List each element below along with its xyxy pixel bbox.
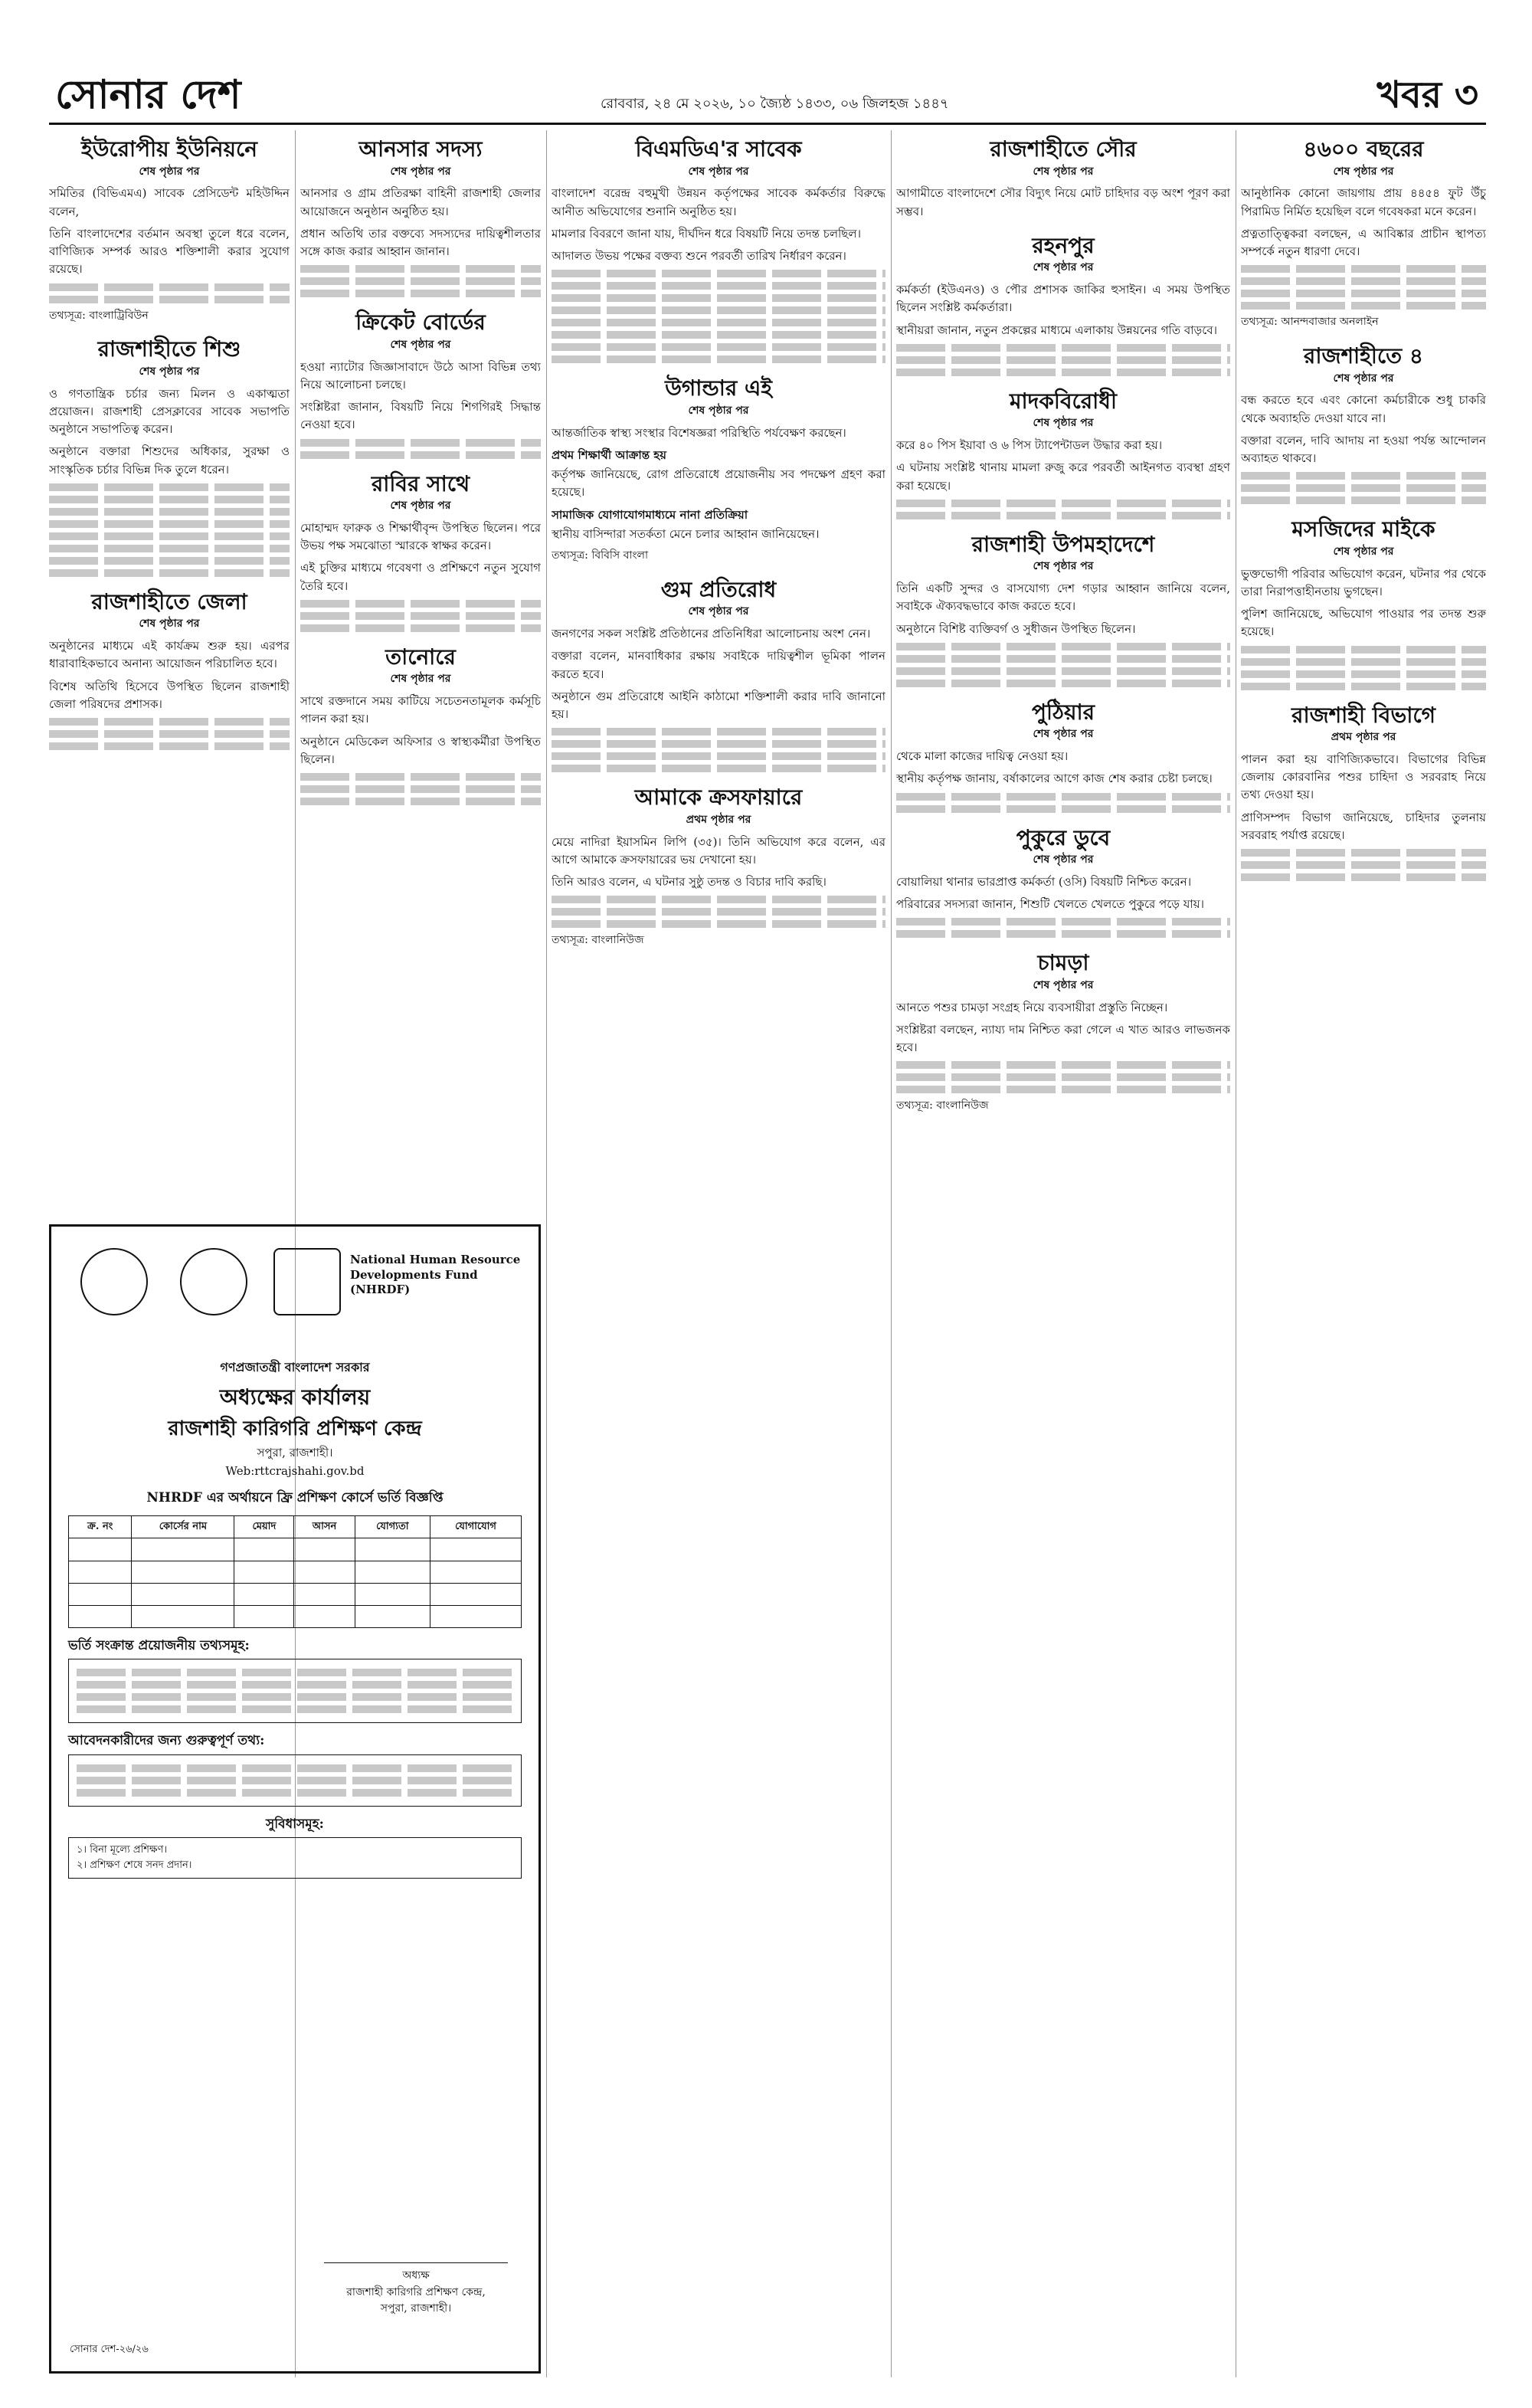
continued-note: শেষ পৃষ্ঠার পর [1333,545,1394,558]
story-rajshahi4 [1241,343,1486,504]
continued-note: শেষ পৃষ্ঠার পর [1033,853,1094,867]
story-rohonpur [896,233,1230,376]
subheading: প্রথম শিক্ষার্থী আক্রান্ত হয় [552,447,667,462]
story-chamra [896,950,1230,1115]
story-ansar [300,136,541,297]
continued-note: শেষ পৃষ্ঠার পর [1033,417,1094,430]
story-upomohadesh [896,532,1230,687]
story-bmda [552,136,885,363]
continued-note: শেষ পৃষ্ঠার পর [688,605,749,618]
story-uganda [552,375,885,564]
headline: তানোরে [385,644,456,670]
story-body: তিনি আরও বলেন, এ ঘটনার সুষ্ঠু তদন্ত ও বিচার দাবি করছি। [552,875,827,889]
admission-advertisement [49,1224,541,2374]
ad-header [68,1358,522,1480]
issue-date: রোববার, ২৪ মে ২০২৬, ১০ জ্যৈষ্ঠ ১৪৩৩, ০৬ জিলহজ ১৪৪৭ [601,96,949,112]
continued-note: শেষ পৃষ্ঠার পর [139,618,200,631]
headline: পুঠিয়ার [1032,699,1095,725]
source-line: তথ্যসূত্র: বাংলাট্রিবিউন [49,309,149,322]
course-table [68,1515,522,1628]
story-body: বক্তারা বলেন, মানবাধিকার রক্ষায় সবাইকে দায়িত্বশীল ভূমিকা পালন করতে হবে। [552,649,885,681]
story-madok [896,388,1230,519]
story-puthia [896,699,1230,813]
facility-item: ১। বিনা মূল্যে প্রশিক্ষণ। [77,1844,168,1856]
source-line: তথ্যসূত্র: বাংলানিউজ [896,1099,989,1112]
headline: রাজশাহীতে শিশু [97,336,241,362]
newspaper-name: সোনার দেশ [55,71,241,118]
ad-reference: সোনার দেশ-২৬/২৬ [70,2343,149,2355]
government-seal-icon [80,1248,148,1315]
headline: ক্রিকেট বোর্ডের [355,310,486,336]
story-eu [49,136,290,324]
column-rule [891,130,892,2377]
story-body: প্রধান অতিথি তার বক্তব্যে সদস্যদের দায়িত্বশীলতার সঙ্গে কাজ করার আহ্বান জানান। [300,226,541,259]
headline: রাজশাহীতে ৪ [1303,342,1424,369]
story-body: কর্তৃপক্ষ জানিয়েছে, রোগ প্রতিরোধে প্রয়োজনীয় সব পদক্ষেপ গ্রহণ করা হয়েছে। [552,467,885,500]
headline: আনসার সদস্য [358,136,483,162]
table-row [69,1583,522,1605]
signatory-office: রাজশাহী কারিগরি প্রশিক্ষণ কেন্দ্র, [346,2285,486,2298]
headline: রাজশাহী উপমহাদেশে [971,531,1155,557]
headline: গুম প্রতিরোধ [660,576,777,602]
facilities-title: সুবিধাসমূহ: [266,1816,324,1832]
headline: রাজশাহীতে জেলা [91,588,247,614]
signatory-title: অধ্যক্ষ [402,2269,430,2282]
continued-note: শেষ পৃষ্ঠার পর [1333,372,1394,385]
story-body: জনগণের সকল সংশ্লিষ্ট প্রতিষ্ঠানের প্রতিনিধিরা আলোচনায় অংশ নেন। [552,627,871,641]
column-header: যোগাযোগ [430,1516,522,1538]
source-line: তথ্যসূত্র: বাংলানিউজ [552,934,644,947]
continued-note: শেষ পৃষ্ঠার পর [390,338,451,351]
table-row [69,1538,522,1561]
story-crossfire [552,785,885,949]
story-sishu [49,336,290,577]
masthead [49,70,1486,125]
headline: উগান্ডার এই [665,375,772,401]
continued-note: শেষ পৃষ্ঠার পর [1033,560,1094,573]
headline: রাজশাহী বিভাগে [1291,702,1435,728]
facilities-box [68,1837,522,1879]
headline: রাবির সাথে [371,470,470,496]
first-page-note: প্রথম পৃষ্ঠার পর [686,813,751,826]
story-body: আনতে পশুর চামড়া সংগ্রহ নিয়ে ব্যবসায়ীরা প্রস্তুতি নিচ্ছেন। [896,1000,1168,1014]
column-3 [552,130,885,2377]
column-header: মেয়াদ [234,1516,294,1538]
signature-image-icon [324,2232,508,2263]
story-body: এই চুক্তির মাধ্যমে গবেষণা ও প্রশিক্ষণে নতুন সুযোগ তৈরি হবে। [300,561,541,593]
story-year4600 [1241,136,1486,331]
continued-note: শেষ পৃষ্ঠার পর [390,673,451,686]
story-sour [896,136,1230,221]
section-name: খবর ৩ [1377,74,1478,116]
story-body: প্রাণিসম্পদ বিভাগ জানিয়েছে, চাহিদার তুলনায় সরবরাহ পর্যাপ্ত রয়েছে। [1241,810,1486,842]
story-body: কর্মকর্তা (ইউএনও) ও পৌর প্রশাসক জাকির হুসাইন। এ সময় উপস্থিত ছিলেন সংশ্লিষ্ট কর্মকর্তারা। [896,283,1230,315]
story-rabi [300,471,541,632]
column-header: ক্র. নং [69,1516,132,1538]
headline: বিএমডিএ'র সাবেক [635,136,802,162]
notice-title: NHRDF এর অর্থায়নে ফ্রি প্রশিক্ষণ কোর্সে ভর্তি বিজ্ঞপ্তি [146,1489,444,1505]
headline: ইউরোপীয় ইউনিয়নে [81,136,257,162]
story-pukur [896,825,1230,939]
headline: রহনপুর [1032,232,1095,258]
story-body: মেয়ে নাদিরা ইয়াসমিন লিপি (৩৫)। তিনি অভিযোগ করে বলেন, এর আগে আমাকে ক্রসফায়ারের ভয় দেখানো হয়। [552,834,885,867]
headline: চামড়া [1037,950,1089,976]
applicant-info-title: আবেদনকারীদের জন্য গুরুত্বপূর্ণ তথ্য: [68,1733,265,1749]
story-body: তিনি একটি সুন্দর ও বাসযোগ্য দেশ গড়ার আহ্বান জানিয়ে বলেন, সবাইকে ঐক্যবদ্ধভাবে কাজ করতে হবে। [896,582,1230,614]
table-row [69,1561,522,1583]
story-body: তিনি বাংলাদেশের বর্তমান অবস্থা তুলে ধরে বলেন, বাণিজ্যিক সম্পর্ক আরও শক্তিশালী করার সুযোগ রয়েছে। [49,226,290,277]
story-body: অনুষ্ঠানে বক্তারা শিশুদের অধিকার, সুরক্ষা ও সাংস্কৃতিক চর্চার বিভিন্ন দিক তুলে ধরেন। [49,444,290,477]
story-body: বিশেষ অতিথি হিসেবে উপস্থিত ছিলেন রাজশাহী জেলা পরিষদের প্রশাসক। [49,679,290,711]
continued-note: শেষ পৃষ্ঠার পর [1033,728,1094,741]
column-header: আসন [294,1516,355,1538]
story-cricket [300,310,541,458]
story-body: অনুষ্ঠানে বিশিষ্ট ব্যক্তিবর্গ ও সুধীজন উপস্থিত ছিলেন। [896,621,1136,636]
source-line: তথ্যসূত্র: বিবিসি বাংলা [552,549,648,562]
continued-note: শেষ পৃষ্ঠার পর [1033,261,1094,274]
partner-name: National Human Resource Developments Fund (NHRDF) [350,1253,521,1296]
headline: পুকুরে ডুবে [1016,824,1111,850]
government-name: গণপ্রজাতন্ত্রী বাংলাদেশ সরকার [220,1360,370,1374]
story-body: অনুষ্ঠানের মাধ্যমে এই কার্যক্রম শুরু হয়। এরপর ধারাবাহিকভাবে অনান্য আয়োজন পরিচালিত হবে। [49,639,290,671]
column-header: কোর্সের নাম [132,1516,234,1538]
story-gum [552,577,885,773]
table-header-row [69,1516,522,1538]
story-body: অনুষ্ঠানে গুম প্রতিরোধে আইনি কাঠামো শক্তিশালী করার দাবি জানানো হয়। [552,689,885,722]
story-body: মোহাম্মদ ফারুক ও শিক্ষার্থীবৃন্দ উপস্থিত ছিলেন। পরে উভয় পক্ষ সমঝোতা স্মারকে স্বাক্ষর করেন। [300,520,541,553]
continued-note: শেষ পৃষ্ঠার পর [688,165,749,178]
story-body: সংশ্লিষ্টরা জানান, বিষয়টি নিয়ে শিগগিরই সিদ্ধান্ত নেওয়া হবে। [300,400,541,432]
story-body: আনসার ও গ্রাম প্রতিরক্ষা বাহিনী রাজশাহী জেলার আয়োজনে অনুষ্ঠান অনুষ্ঠিত হয়। [300,186,541,218]
first-page-note: প্রথম পৃষ্ঠার পর [1331,731,1396,744]
story-body: স্থানীয়রা জানান, নতুন প্রকল্পের মাধ্যমে এলাকায় উন্নয়নের গতি বাড়বে। [896,323,1217,337]
website-link[interactable]: Web:rttcrajshahi.gov.bd [225,1463,365,1478]
story-body: প্রত্নতাত্ত্বিকরা বলছেন, এ আবিষ্কার প্রাচীন স্থাপত্য সম্পর্কে নতুন ধারণা দেবে। [1241,226,1486,259]
story-body: হওয়া ন্যাটোর জিজ্ঞাসাবাদে উঠে আসা বিভিন্ন তথ্য নিয়ে আলোচনা চলছে। [300,359,541,392]
subheading: সামাজিক যোগাযোগমাধ্যমে নানা প্রতিক্রিয়া [552,507,748,522]
column-5 [1241,130,1486,2377]
requirements-title: ভর্তি সংক্রান্ত প্রয়োজনীয় তথ্যসমূহ: [68,1638,250,1654]
signature-block [324,2232,508,2318]
story-tanore [300,644,541,805]
story-body: অনুষ্ঠানে মেডিকেল অফিসার ও স্বাস্থ্যকর্মীরা উপস্থিত ছিলেন। [300,734,541,766]
story-body: বক্তারা বলেন, দাবি আদায় না হওয়া পর্যন্ত আন্দোলন অব্যাহত থাকবে। [1241,433,1486,465]
requirements-box [68,1659,522,1723]
story-body: স্থানীয় বাসিন্দারা সতর্কতা মেনে চলার আহ্বান জানিয়েছেন। [552,526,820,541]
continued-note: শেষ পৃষ্ঠার পর [1033,979,1094,992]
story-body: ভুক্তভোগী পরিবার অভিযোগ করেন, ঘটনার পর থেকে তারা নিরাপত্তাহীনতায় ভুগছেন। [1241,566,1486,598]
story-body: আদালত উভয় পক্ষের বক্তব্য শুনে পরবর্তী তারিখ নির্ধারণ করেন। [552,249,846,264]
column-4 [896,130,1230,2377]
story-body: এ ঘটনায় সংশ্লিষ্ট থানায় মামলা রুজু করে পরবর্তী আইনগত ব্যবস্থা গ্রহণ করা হয়েছে। [896,460,1230,493]
column-rule [546,130,547,2377]
applicant-info-box [68,1754,522,1807]
story-body: সমিতির (বিভিএমএ) সাবেক প্রেসিডেন্ট মহিউদ্দিন বলেন, [49,186,290,218]
office-name: অধ্যক্ষের কার্যালয় [219,1384,371,1410]
story-zila [49,589,290,750]
column-header: যোগ্যতা [355,1516,430,1538]
story-body: আনুষ্ঠানিক কোনো জায়গায় প্রায় ৪৪৫৪ ফুট উঁচু পিরামিড নির্মিত হয়েছিল বলে গবেষকরা মনে করেন। [1241,186,1486,218]
institute-name: রাজশাহী কারিগরি প্রশিক্ষণ কেন্দ্র [168,1417,422,1441]
continued-note: শেষ পৃষ্ঠার পর [139,165,200,178]
story-body: সংশ্লিষ্টরা বলছেন, ন্যায্য দাম নিশ্চিত করা গেলে এ খাত আরও লাভজনক হবে। [896,1022,1230,1055]
continued-note: শেষ পৃষ্ঠার পর [688,404,749,417]
headline: রাজশাহীতে সৌর [990,136,1137,162]
continued-note: শেষ পৃষ্ঠার পর [1333,165,1394,178]
signatory-address: সপুরা, রাজশাহী। [380,2302,452,2315]
story-body: বোয়ালিয়া থানার ভারপ্রাপ্ত কর্মকর্তা (ওসি) বিষয়টি নিশ্চিত করেন। [896,874,1192,889]
facility-item: ২। প্রশিক্ষণ শেষে সনদ প্রদান। [77,1859,192,1872]
story-body: মামলার বিবরণে জানা যায়, দীর্ঘদিন ধরে বিষয়টি নিয়ে তদন্ত চলছিল। [552,226,861,241]
continued-note: শেষ পৃষ্ঠার পর [390,165,451,178]
headline: ৪৬০০ বছরের [1303,136,1424,162]
institute-address: সপুরা, রাজশাহী। [257,1446,333,1460]
story-body: ও গণতান্ত্রিক চর্চার জন্য মিলন ও একাত্মতা প্রয়োজন। রাজশাহী প্রেসক্লাবের সাবেক সভাপতি অনুষ্ঠানে সভাপতিত্ব করেন। [49,386,290,436]
headline: আমাকে ক্রসফায়ারে [634,785,803,811]
story-body: সাথে রক্তদানে সময় কাটিয়ে সচেতনতামূলক কর্মসূচি পালন করা হয়। [300,694,541,726]
story-body: থেকে মালা কাজের দায়িত্ব নেওয়া হয়। [896,749,1069,764]
story-body: আগামীতে বাংলাদেশে সৌর বিদ্যুৎ নিয়ে মোট চাহিদার বড় অংশ পূরণ করা সম্ভব। [896,186,1230,218]
headline: মাদকবিরোধী [1009,388,1118,414]
source-line: তথ্যসূত্র: আনন্দবাজার অনলাইন [1241,316,1379,329]
story-body: আন্তর্জাতিক স্বাস্থ্য সংস্থার বিশেষজ্ঞরা পরিস্থিতি পর্যবেক্ষণ করছেন। [552,425,846,440]
story-body: করে ৪০ পিস ইয়াবা ও ৬ পিস ট্যাপেন্টাডল উদ্ধার করা হয়। [896,438,1163,453]
story-body: স্থানীয় কর্তৃপক্ষ জানায়, বর্ষাকালের আগে কাজ শেষ করার চেষ্টা চলছে। [896,772,1213,786]
story-body: পালন করা হয় বাণিজ্যিকভাবে। বিভাগের বিভিন্ন জেলায় কোরবানির পশুর চাহিদা ও সরবরাহ নিয়ে তথ্য দেওয়া হয়। [1241,752,1486,802]
headline: মসজিদের মাইকে [1291,516,1435,542]
story-bibhag [1241,703,1486,882]
story-body: পরিবারের সদস্যরা জানান, শিশুটি খেলতে খেলতে পুকুরে পড়ে যায়। [896,897,1204,912]
story-body: পুলিশ জানিয়েছে, অভিযোগ পাওয়ার পর তদন্ত শুরু হয়েছে। [1241,607,1486,639]
continued-note: শেষ পৃষ্ঠার পর [1033,165,1094,178]
story-body: বন্ধ করতে হবে এবং কোনো কর্মচারীকে শুধু চাকরি থেকে অব্যাহতি দেওয়া যাবে না। [1241,393,1486,425]
story-mosjid [1241,516,1486,690]
continued-note: শেষ পৃষ্ঠার পর [390,500,451,513]
institute-logo-icon [180,1248,247,1315]
story-body: বাংলাদেশ বরেন্দ্র বহুমুখী উন্নয়ন কর্তৃপক্ষের সাবেক কর্মকর্তার বিরুদ্ধে আনীত অভিযোগের শুনানি অনুষ্ঠিত হয়। [552,186,885,218]
table-row [69,1605,522,1627]
nhrdf-logo-icon [273,1248,341,1315]
continued-note: শেষ পৃষ্ঠার পর [139,365,200,378]
